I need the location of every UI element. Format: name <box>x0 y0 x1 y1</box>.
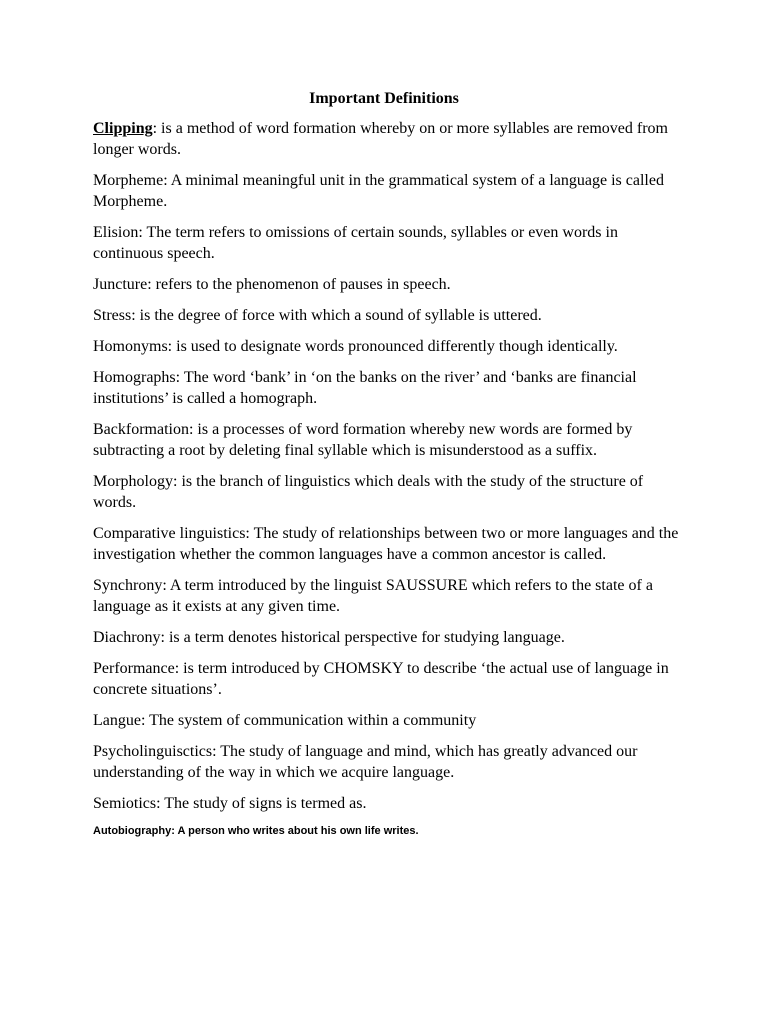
definition-homographs: Homographs: The word ‘bank’ in ‘on the banks on the river’ and ‘banks are financial institutions’ is called a homograph. <box>93 369 637 407</box>
definition-comparative-linguistics: Comparative linguistics: The study of relationships between two or more languages and the investigation whether the common languages have a common ancestor is called. <box>93 525 679 563</box>
definition-elision: Elision: The term refers to omissions of certain sounds, syllables or even words in continuous speech. <box>93 224 618 262</box>
definition-synchrony: Synchrony: A term introduced by the linguist SAUSSURE which refers to the state of a language as it exists at any given time. <box>93 577 653 615</box>
definition-backformation: Backformation: is a processes of word formation whereby new words are formed by subtracting a root by deleting final syllable which is misunderstood as a suffix. <box>93 421 633 459</box>
definition-juncture: Juncture: refers to the phenomenon of pauses in speech. <box>93 276 451 293</box>
definition-psycholinguistics: Psycholinguisctics: The study of language and mind, which has greatly advanced our understanding of the way in which we acquire language. <box>93 743 638 781</box>
definition-homonyms: Homonyms: is used to designate words pronounced differently though identically. <box>93 338 618 355</box>
definition-stress: Stress: is the degree of force with which a sound of syllable is uttered. <box>93 307 542 324</box>
definition-clipping <box>93 118 689 160</box>
definition-performance: Performance: is term introduced by CHOMSKY to describe ‘the actual use of language in concrete situations’. <box>93 660 669 698</box>
definition-morphology: Morphology: is the branch of linguistics which deals with the study of the structure of words. <box>93 473 644 511</box>
definition-langue: Langue: The system of communication within a community <box>93 712 477 729</box>
definition-term: Clipping <box>93 120 153 137</box>
page-title: Important Definitions <box>309 90 459 107</box>
definition-autobiography: Autobiography: A person who writes about his own life writes. <box>93 825 419 837</box>
definition-text: : is a method of word formation whereby on or more syllables are removed from longer words. <box>93 120 668 158</box>
definition-diachrony: Diachrony: is a term denotes historical perspective for studying language. <box>93 629 565 646</box>
definitions-list <box>93 118 689 839</box>
definition-semiotics: Semiotics: The study of signs is termed as. <box>93 795 367 812</box>
definition-morpheme: Morpheme: A minimal meaningful unit in the grammatical system of a language is called Morpheme. <box>93 172 664 210</box>
